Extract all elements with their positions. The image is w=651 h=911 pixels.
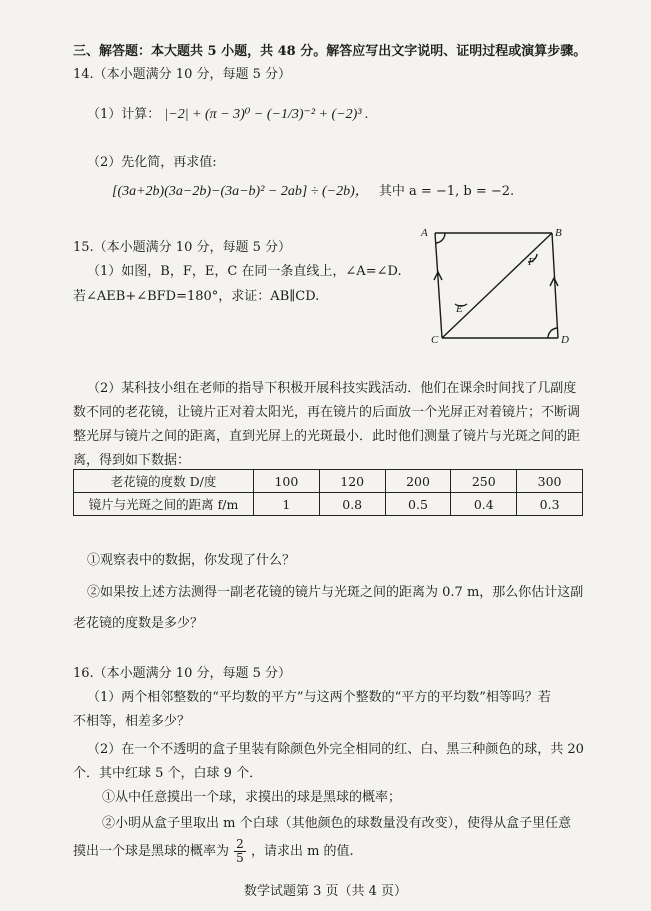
q16-line2-pre: 摸出一个球是黑球的概率为 [73, 844, 230, 859]
angle-arc-a [436, 233, 445, 243]
q16-part2-line2: 个．其中红球 5 个，白球 9 个． [73, 766, 263, 781]
q15-part2-line3: 整光屏与镜片之间的距离，直到光屏上的光斑最小．此时他们测量了镜片与光斑之间的距 [73, 429, 581, 444]
table-header-degree: 老花镜的度数 D/度 [74, 470, 254, 493]
q15-question-a: ①观察表中的数据，你发现了什么？ [87, 553, 296, 568]
data-table [73, 469, 583, 516]
q16-part1-line2: 不相等，相差多少？ [73, 714, 191, 729]
table-row [74, 493, 583, 516]
q16-question-b-line2 [73, 838, 354, 865]
point-label-b: B [555, 227, 562, 239]
table-cell: 1 [254, 493, 320, 516]
point-label-d: D [561, 334, 569, 346]
q15-part2-line1: （2）某科技小组在老师的指导下积极开展科技实践活动．他们在课余时间找了几副度 [87, 381, 577, 396]
q14-part1-label: （1）计算： [87, 107, 161, 122]
q14-title: 14.（本小题满分 10 分，每题 5 分） [73, 67, 292, 82]
q15-question-b-line1: ②如果按上述方法测得一副老花镜的镜片与光斑之间的距离为 0.7 m，那么你估计这副 [87, 585, 584, 600]
angle-arc-d [548, 328, 557, 338]
q14-part2-condition: 其中 a = −1, b = −2. [378, 184, 515, 199]
table-cell: 0.3 [517, 493, 583, 516]
table-row [74, 470, 583, 493]
q15-part2-line2: 数不同的老花镜，让镜片正对着太阳光，再在镜片的后面放一个光屏正对着镜片；不断调 [73, 405, 581, 420]
table-cell: 120 [319, 470, 385, 493]
table-header-distance: 镜片与光斑之间的距离 f/m [74, 493, 254, 516]
q16-question-b-line1: ②小明从盒子里取出 m 个白球（其他颜色的球数量没有改变），使得从盒子里任意 [102, 816, 572, 831]
q16-question-a: ①从中任意摸出一个球，求摸出的球是黑球的概率； [102, 790, 402, 805]
q14-part1-expression: |−2| + (π − 3)⁰ − (−1/3)⁻² + (−2)³ . [164, 107, 369, 122]
segment-ac [435, 233, 442, 338]
q15-part1-line2: 若∠AEB+∠BFD=180°，求证：AB∥CD. [73, 289, 320, 304]
q14-part2-label: （2）先化简，再求值: [87, 155, 217, 170]
table-cell: 200 [385, 470, 451, 493]
page-footer: 数学试题第 3 页（共 4 页） [243, 884, 408, 899]
q15-question-b-line2: 老花镜的度数是多少？ [73, 616, 204, 631]
table-cell: 100 [254, 470, 320, 493]
arrow-mark-right [550, 278, 558, 286]
fraction-denominator: 5 [236, 851, 244, 865]
table-cell: 300 [517, 470, 583, 493]
point-label-f: F [528, 256, 535, 268]
table-cell: 0.5 [385, 493, 451, 516]
table-cell: 250 [451, 470, 517, 493]
fraction-numerator: 2 [236, 837, 244, 851]
point-label-e: E [456, 303, 463, 315]
q15-part2-line4: 离，得到如下数据： [73, 453, 191, 468]
q14-part2-expression: [(3a+2b)(3a−2b)−(3a−b)² − 2ab] ÷ (−2b)， [112, 184, 369, 199]
q15-title: 15.（本小题满分 10 分，每题 5 分） [73, 240, 292, 255]
segment-bc [442, 233, 552, 338]
q14-part1 [87, 103, 369, 123]
q16-part2-line1: （2）在一个不透明的盒子里装有除颜色外完全相同的红、白、黑三种颜色的球，共 20 [87, 742, 584, 757]
geometry-figure [415, 222, 590, 350]
q15-part1-line1: （1）如图，B，F，E，C 在同一条直线上，∠A=∠D. [87, 264, 402, 279]
table-cell: 0.4 [451, 493, 517, 516]
q16-line2-post: ，请求出 m 的值. [250, 844, 354, 859]
point-label-a: A [421, 227, 428, 239]
probability-fraction [234, 838, 246, 865]
q16-part1-line1: （1）两个相邻整数的“平均数的平方”与这两个整数的“平方的平均数”相等吗？若 [87, 690, 551, 705]
table-cell: 0.8 [319, 493, 385, 516]
q16-title: 16.（本小题满分 10 分，每题 5 分） [73, 666, 292, 681]
section-heading: 三、解答题：本大题共 5 小题，共 48 分。解答应写出文字说明、证明过程或演算步骤。 [73, 44, 587, 59]
point-label-c: C [431, 334, 439, 346]
q14-part2 [112, 180, 514, 200]
